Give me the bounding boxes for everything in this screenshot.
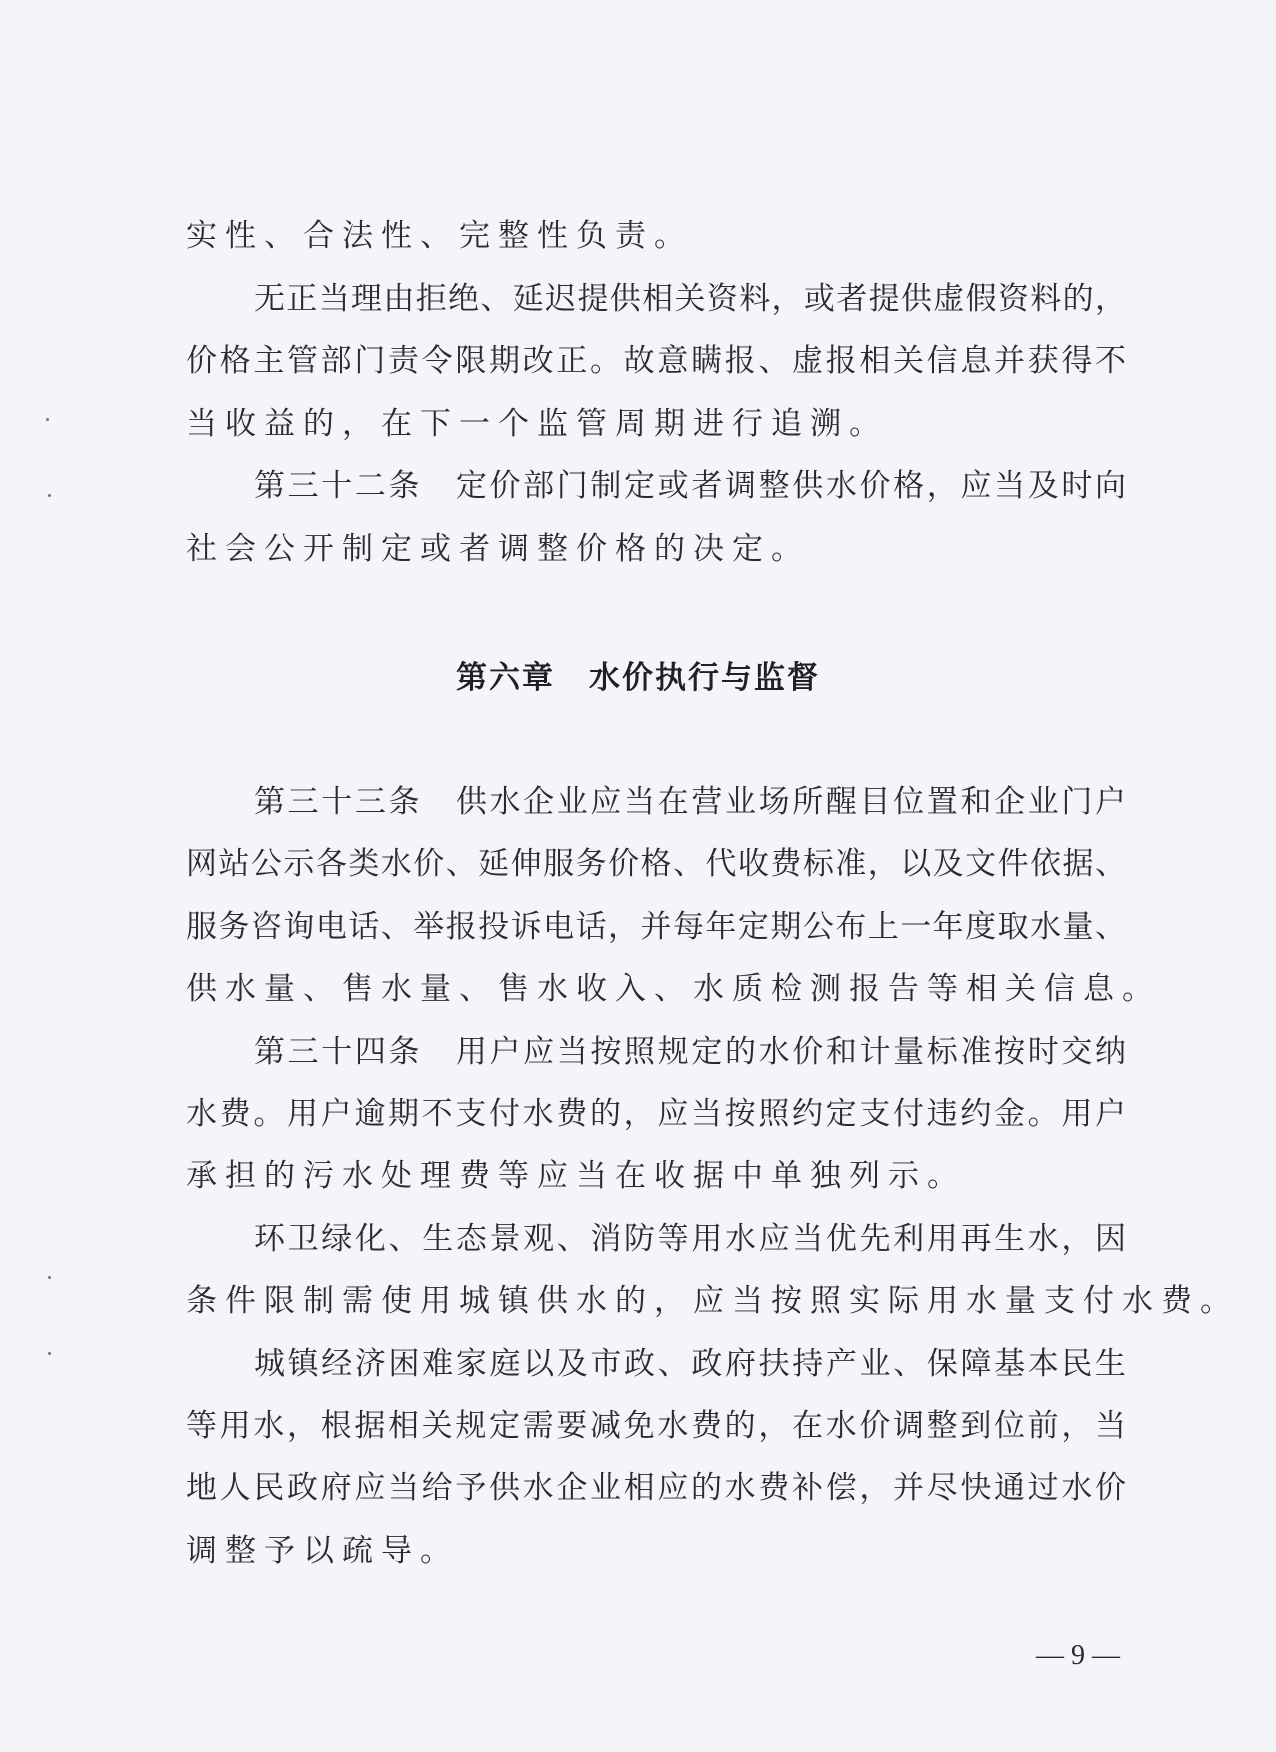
page-number: — 9 —	[1036, 1640, 1120, 1671]
text-line: 网站公示各类水价、延伸服务价格、代收费标准，以及文件依据、	[186, 846, 1126, 883]
text-line: 服务咨询电话、举报投诉电话，并每年定期公布上一年度取水量、	[186, 908, 1126, 945]
text-line: 无正当理由拒绝、延迟提供相关资料，或者提供虚假资料的，	[254, 280, 1126, 317]
text-line: 水费。用户逾期不支付水费的，应当按照约定支付违约金。用户	[186, 1096, 1126, 1132]
scan-speck	[48, 494, 51, 497]
scan-speck	[46, 418, 49, 421]
text-line: 第三十三条 供水企业应当在营业场所醒目位置和企业门户	[254, 784, 1126, 820]
text-line: 当收益的，在下一个监管周期进行追溯。	[186, 405, 888, 442]
text-line: 第三十四条 用户应当按照规定的水价和计量标准按时交纳	[254, 1033, 1126, 1070]
text-line: 地人民政府应当给予供水企业相应的水费补偿，并尽快通过水价	[186, 1470, 1126, 1507]
text-line: 第三十二条 定价部门制定或者调整供水价格，应当及时向	[254, 468, 1126, 505]
text-line: 条件限制需使用城镇供水的，应当按照实际用水量支付水费。	[186, 1283, 1239, 1320]
text-line: 环卫绿化、生态景观、消防等用水应当优先利用再生水，因	[254, 1220, 1126, 1257]
text-line: 调整予以疏导。	[186, 1532, 459, 1569]
chapter-title: 水价执行与监督	[589, 660, 820, 696]
scan-speck	[48, 1352, 51, 1355]
text-line: 城镇经济困难家庭以及市政、政府扶持产业、保障基本民生	[254, 1345, 1126, 1382]
text-line: 实性、合法性、完整性负责。	[186, 218, 693, 254]
text-line: 价格主管部门责令限期改正。故意瞒报、虚报相关信息并获得不	[186, 343, 1126, 380]
chapter-number: 第六章	[456, 660, 555, 696]
chapter-heading	[0, 652, 1276, 697]
text-line: 等用水，根据相关规定需要减免水费的，在水价调整到位前，当	[186, 1408, 1126, 1444]
text-line: 供水量、售水量、售水收入、水质检测报告等相关信息。	[186, 971, 1161, 1008]
text-line: 承担的污水处理费等应当在收据中单独列示。	[186, 1158, 966, 1195]
text-line: 社会公开制定或者调整价格的决定。	[186, 531, 810, 567]
scan-speck	[48, 1276, 51, 1279]
